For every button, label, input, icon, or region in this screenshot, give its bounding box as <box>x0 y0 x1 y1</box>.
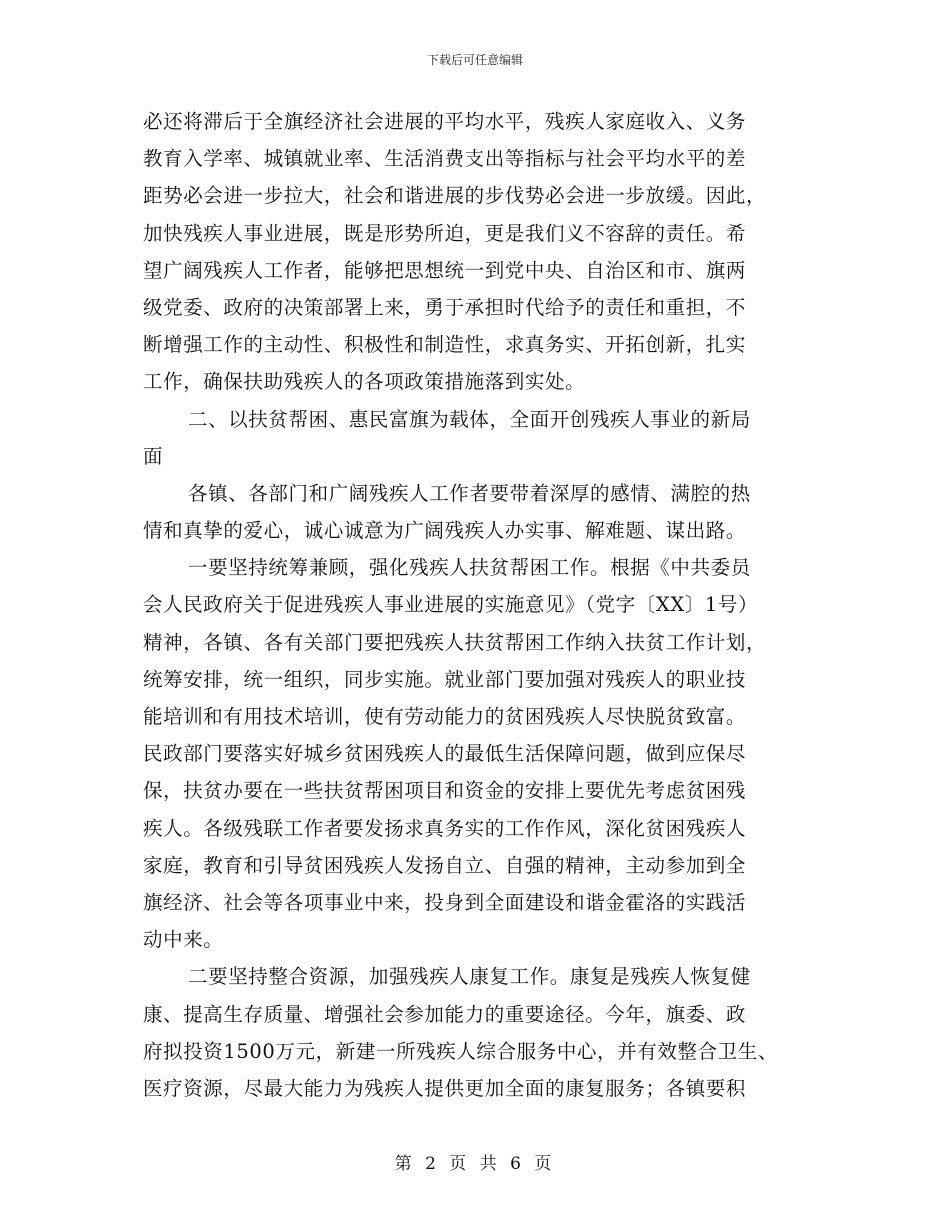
text-line: 教育入学率、城镇就业率、生活消费支出等指标与社会平均水平的差 <box>143 147 747 171</box>
text-line: 家庭，教育和引导贫困残疾人发扬自立、自强的精神，主动参加到全 <box>143 853 747 877</box>
page-number-footer: 第 2 页 共 6 页 <box>394 1154 556 1174</box>
text-line: 工作，确保扶助残疾人的各项政策措施落到实处。 <box>143 370 586 394</box>
text-line: 动中来。 <box>143 928 224 952</box>
text-line: 望广阔残疾人工作者，能够把思想统一到党中央、自治区和市、旗两 <box>143 258 747 282</box>
text-line: 医疗资源，尽最大能力为残疾人提供更加全面的康复服务；各镇要积 <box>143 1076 747 1100</box>
text-line: 加快残疾人事业进展，既是形势所迫，更是我们义不容辞的责任。希 <box>143 221 747 245</box>
text-line: 能培训和有用技术培训，使有劳动能力的贫困残疾人尽快脱贫致富。 <box>143 705 747 728</box>
text-line: 一要坚持统筹兼顾，强化残疾人扶贫帮困工作。根据《中共委员 <box>188 556 751 580</box>
text-line: 旗经济、社会等各项事业中来，投身到全面建设和谐金霍洛的实践活 <box>143 890 747 914</box>
text-line: 二要坚持整合资源，加强残疾人康复工作。康复是残疾人恢复健 <box>188 965 751 989</box>
text-line: 距势必会进一步拉大，社会和谐进展的步伐势必会进一步放缓。因此， <box>143 184 767 208</box>
text-line: 情和真挚的爱心，诚心诚意为广阔残疾人办实事、解难题、谋出路。 <box>143 519 747 543</box>
text-line: 面 <box>143 444 164 468</box>
text-line: 断增强工作的主动性、积极性和制造性，求真务实、开拓创新，扎实 <box>143 333 747 357</box>
text-line: 级党委、政府的决策部署上来，勇于承担时代给予的责任和重担，不 <box>143 295 747 319</box>
page-header: 下载后可任意编辑 <box>426 53 523 67</box>
text-line: 二、以扶贫帮困、惠民富旗为载体，全面开创残疾人事业的新局 <box>188 407 751 431</box>
text-line: 疾人。各级残联工作者要发扬求真务实的工作作风，深化贫困残疾人 <box>143 816 747 840</box>
text-line: 康、提高生存质量、增强社会参加能力的重要途径。今年，旗委、政 <box>143 1002 747 1026</box>
text-line: 会人民政府关于促进残疾人事业进展的实施意见》（党字〔XX〕1号） <box>143 593 759 617</box>
body-text <box>143 103 803 1107</box>
text-line: 各镇、各部门和广阔残疾人工作者要带着深厚的感情、满腔的热 <box>188 481 751 505</box>
text-line: 保，扶贫办要在一些扶贫帮困项目和资金的安排上要优先考虑贫困残 <box>143 779 747 803</box>
text-line: 统筹安排，统一组织，同步实施。就业部门要加强对残疾人的职业技 <box>143 667 747 691</box>
text-line: 府拟投资1500万元，新建一所残疾人综合服务中心，并有效整合卫生、 <box>143 1039 778 1063</box>
text-line: 民政部门要落实好城乡贫困残疾人的最低生活保障问题，做到应保尽 <box>143 742 747 766</box>
text-line: 必还将滞后于全旗经济社会进展的平均水平，残疾人家庭收入、义务 <box>143 110 747 133</box>
text-line: 精神，各镇、各有关部门要把残疾人扶贫帮困工作纳入扶贫工作计划， <box>143 630 767 654</box>
